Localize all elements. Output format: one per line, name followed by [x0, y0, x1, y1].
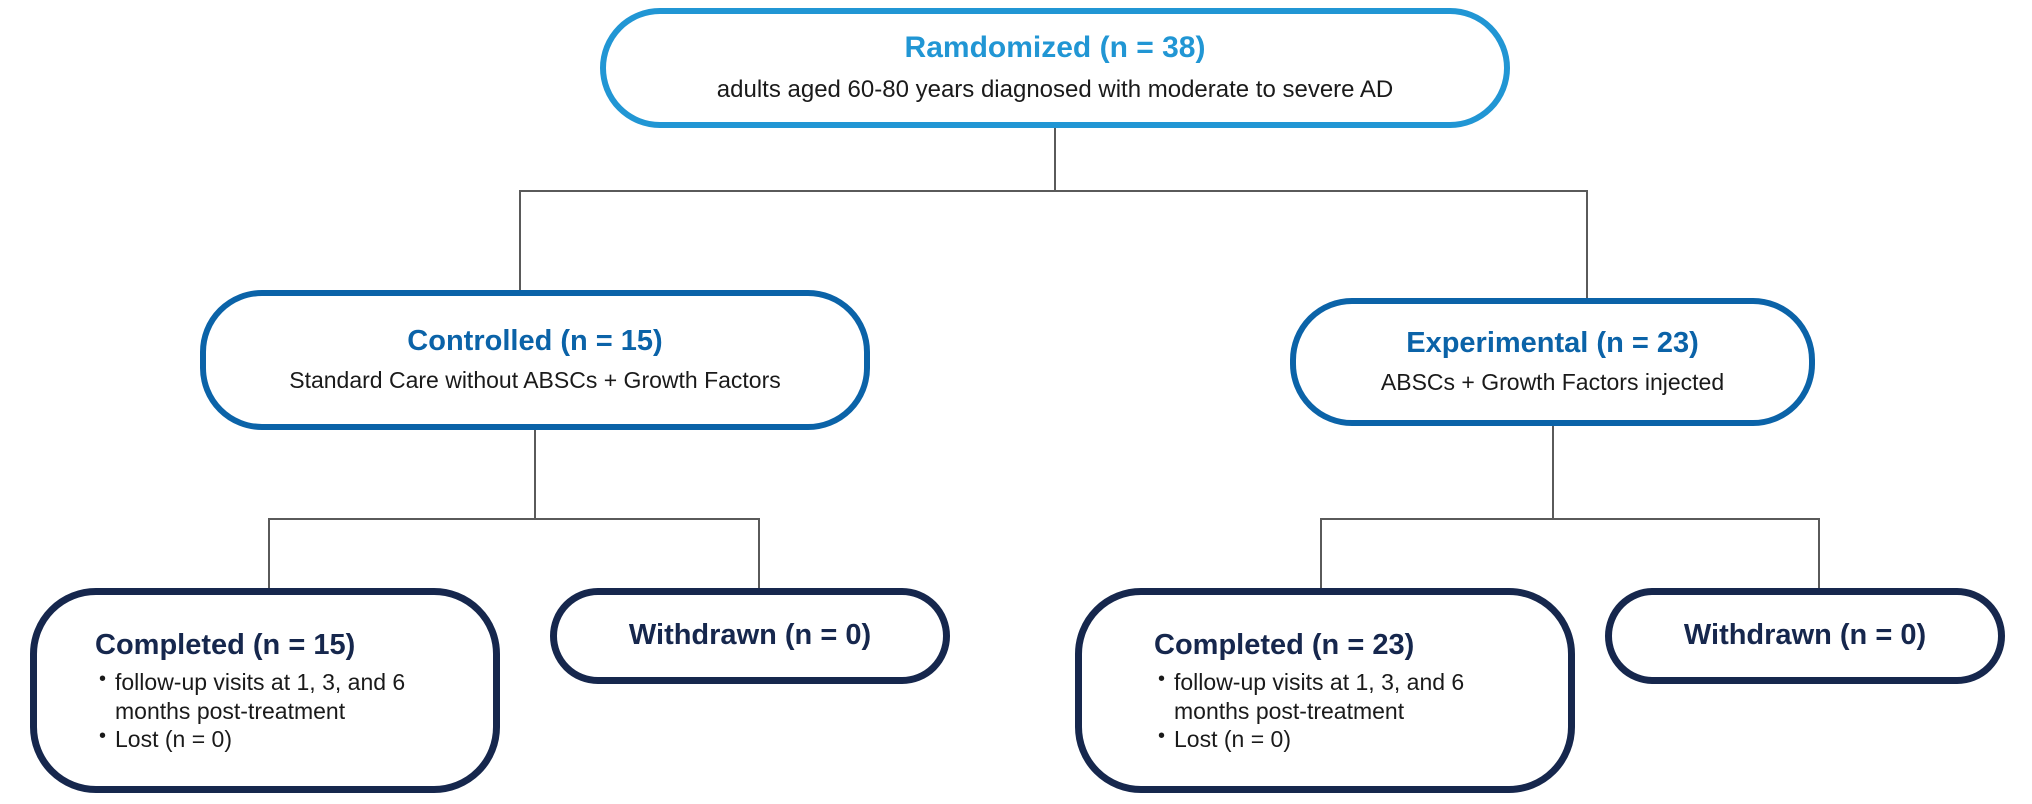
connector-experimental-bar [1320, 518, 1818, 520]
node-controlled [200, 290, 870, 430]
node-randomized-subtitle: adults aged 60-80 years diagnosed with moderate to severe AD [716, 75, 1394, 103]
connector-to-withdrawn-experimental [1818, 518, 1820, 590]
node-completed-experimental-bullets [1158, 668, 1542, 754]
list-item: • follow-up visits at 1, 3, and 6 months post-treatment [1158, 668, 1542, 725]
node-withdrawn-experimental-title: Withdrawn (n = 0) [1683, 619, 1927, 652]
connector-to-completed-experimental [1320, 518, 1322, 590]
node-experimental [1290, 298, 1815, 426]
node-completed-experimental-title: Completed (n = 23) [1154, 629, 1415, 662]
list-item: • follow-up visits at 1, 3, and 6 months post-treatment [99, 668, 467, 725]
connector-controlled-stem [534, 430, 536, 518]
node-randomized [600, 8, 1510, 128]
node-experimental-subtitle: ABSCs + Growth Factors injected [1380, 369, 1725, 396]
node-experimental-title: Experimental (n = 23) [1406, 327, 1699, 360]
list-item: • Lost (n = 0) [1158, 725, 1542, 754]
node-completed-controlled-bullets [99, 668, 467, 754]
connector-randomized-stem [1054, 128, 1056, 190]
node-withdrawn-controlled [550, 588, 950, 684]
connector-to-completed-controlled [268, 518, 270, 590]
list-item: • Lost (n = 0) [99, 725, 467, 754]
connector-controlled-bar [268, 518, 760, 520]
node-controlled-subtitle: Standard Care without ABSCs + Growth Factors [289, 367, 781, 394]
node-completed-controlled-title: Completed (n = 15) [95, 629, 356, 662]
node-completed-experimental [1075, 588, 1575, 793]
node-withdrawn-controlled-title: Withdrawn (n = 0) [628, 619, 872, 652]
connector-to-experimental [1586, 190, 1588, 298]
connector-to-controlled [519, 190, 521, 290]
connector-to-withdrawn-controlled [758, 518, 760, 590]
node-withdrawn-experimental [1605, 588, 2005, 684]
connector-randomized-bar [519, 190, 1587, 192]
node-controlled-title: Controlled (n = 15) [407, 325, 663, 358]
connector-experimental-stem [1552, 426, 1554, 518]
node-completed-controlled [30, 588, 500, 793]
node-randomized-title: Ramdomized (n = 38) [904, 31, 1206, 65]
